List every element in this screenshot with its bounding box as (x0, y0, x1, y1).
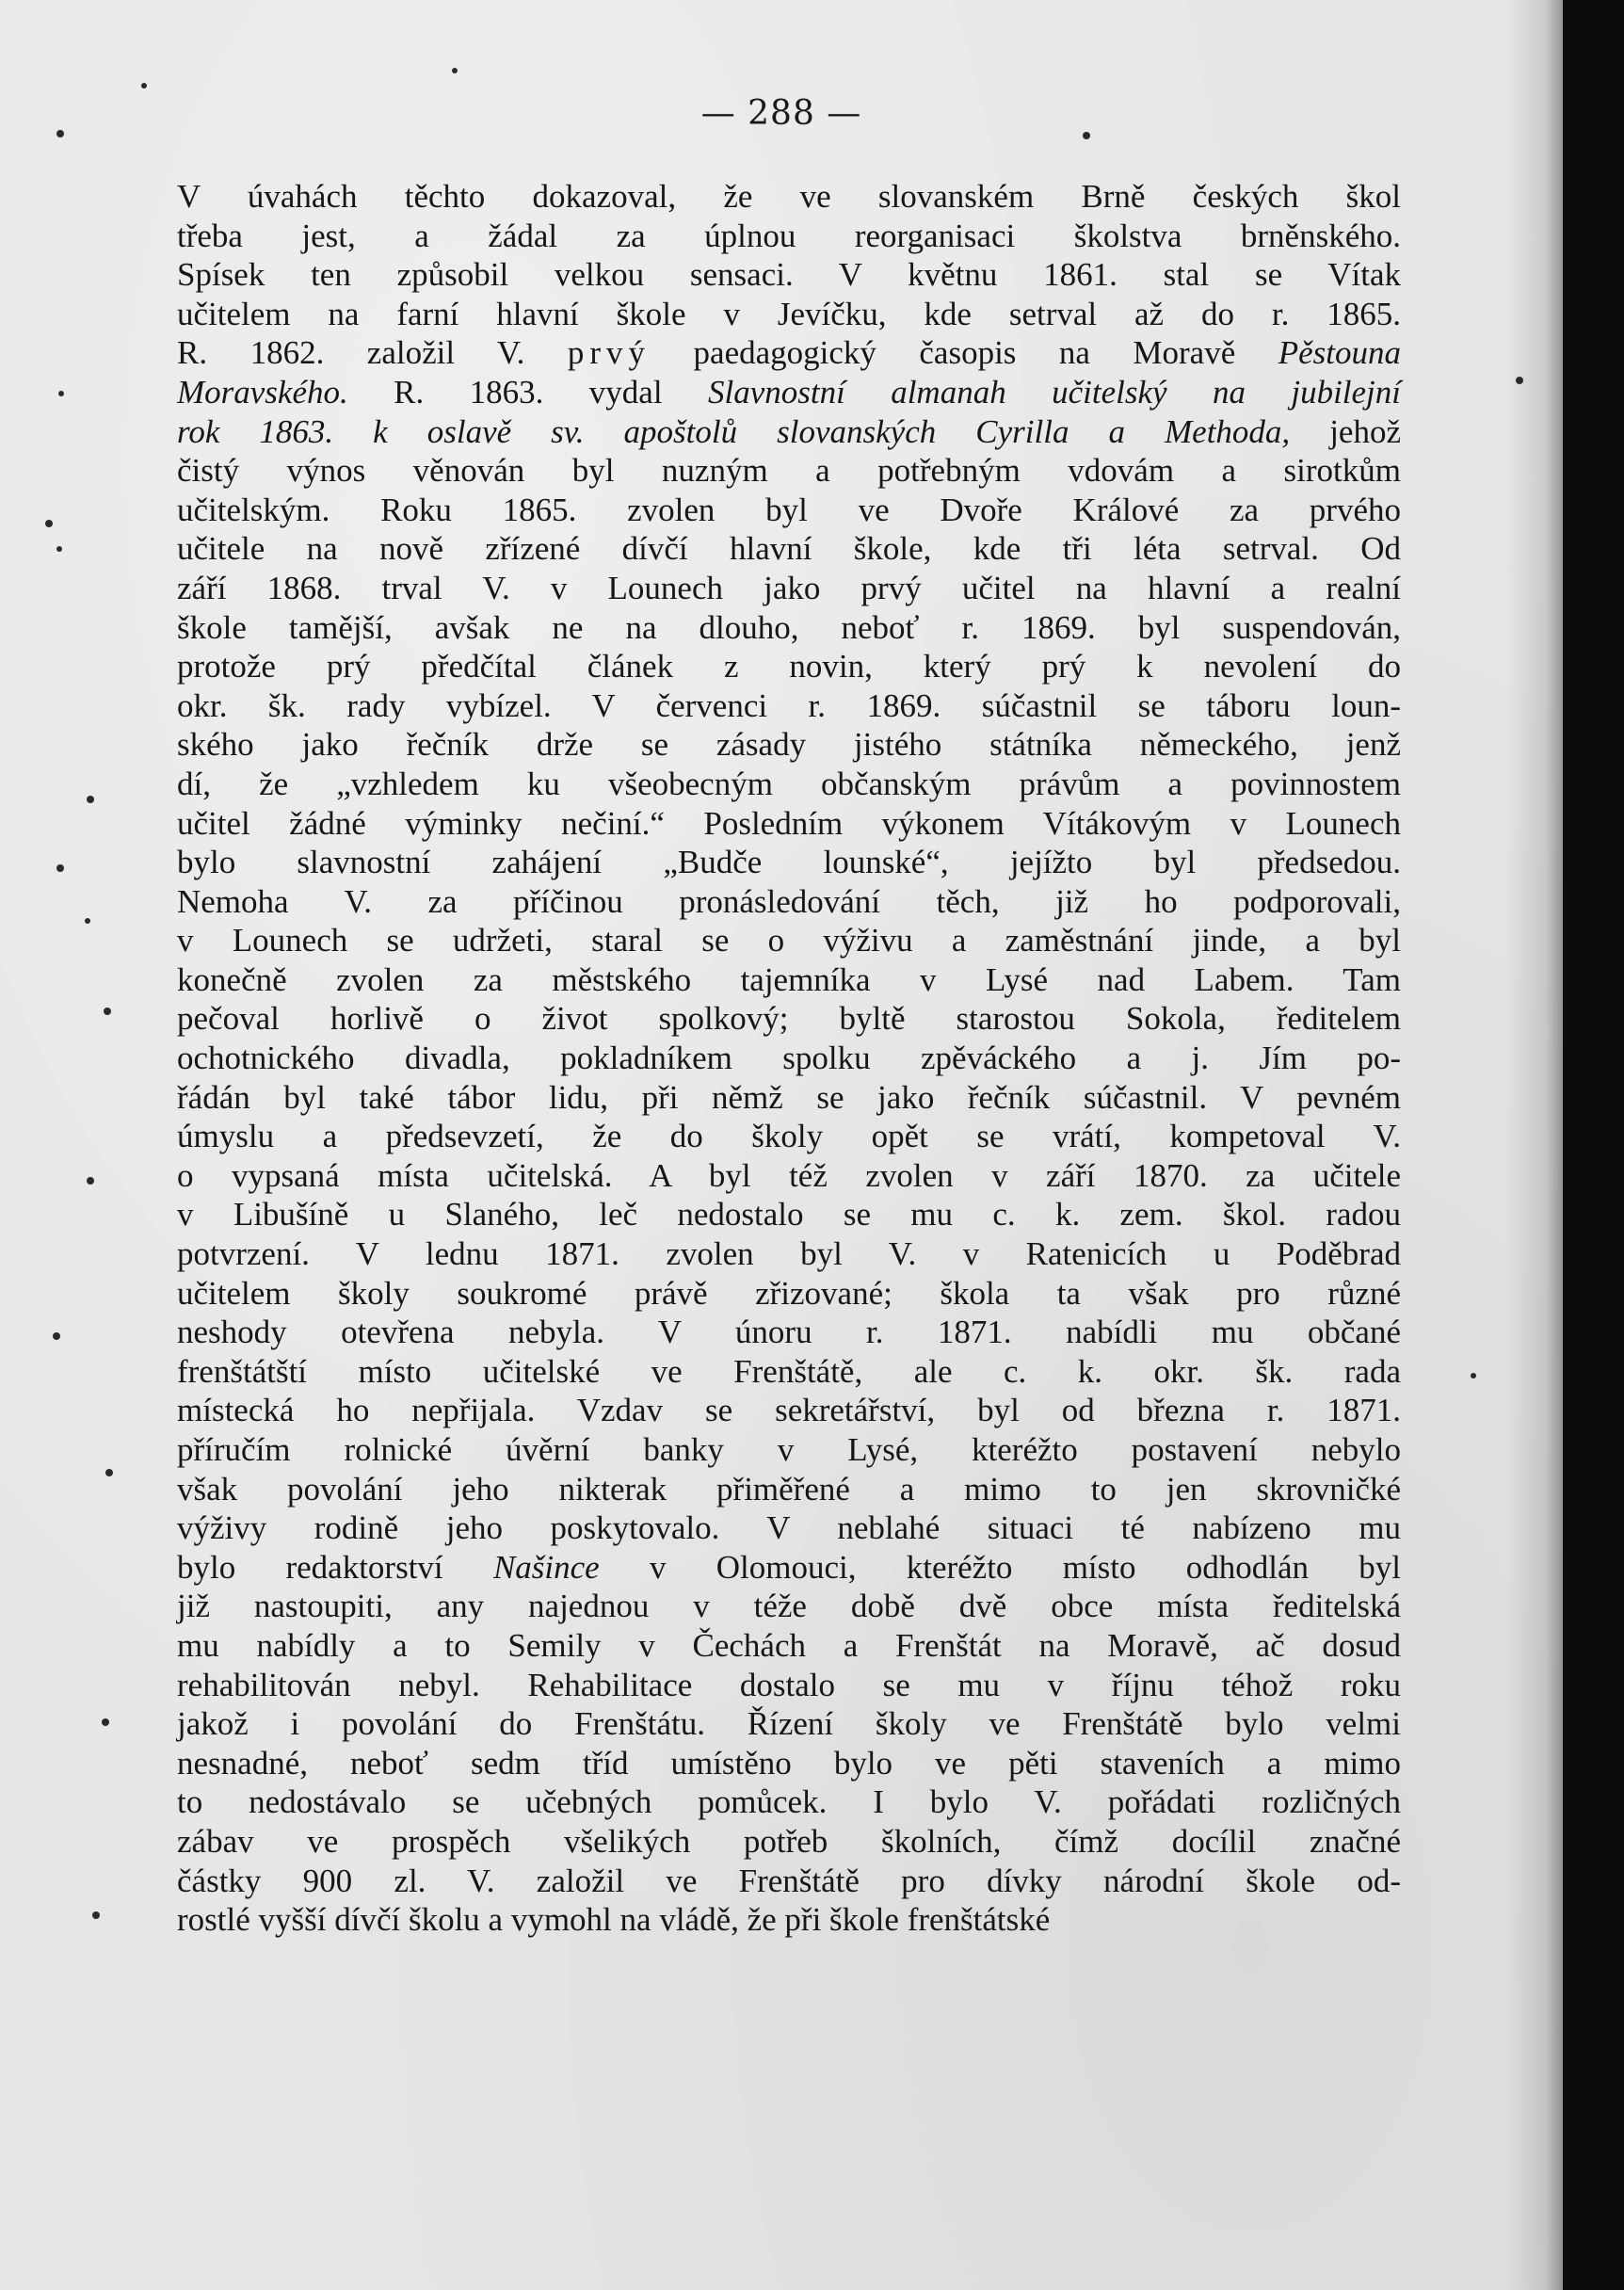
text-segment: v Libušíně u Slaného, leč nedostalo se mu c. k. zem. škol. radou (177, 1196, 1401, 1234)
italic-text: Pěstouna (1278, 334, 1401, 372)
text-line (177, 804, 1401, 844)
text-segment: učitel žádné výminky nečiní.“ Posledním výkonem Vítákovým v Lounech (177, 804, 1401, 842)
text-line (177, 1900, 1401, 1940)
spaced-text: prvý (567, 334, 651, 372)
page-number: — 288 — (700, 94, 862, 133)
text-segment: potvrzení. V lednu 1871. zvolen byl V. v Ratenicích u Poděbrad (177, 1235, 1401, 1273)
scan-speck (452, 68, 458, 73)
text-segment: konečně zvolen za městského tajemníka v Lysé nad Labem. Tam (177, 960, 1401, 998)
text-segment: rostlé vyšší dívčí školu a vymohl na vládě, že při škole frenštátské (177, 1901, 1051, 1939)
text-segment: učitelem školy soukromé právě zřizované; škola ta však pro různé (177, 1274, 1401, 1312)
text-segment: paedagogický časopis na Moravě (651, 334, 1278, 372)
text-segment: jehož (1290, 412, 1401, 450)
text-line (177, 1156, 1401, 1196)
text-segment: výživy rodině jeho poskytovalo. V neblahé situaci té nabízeno mu (177, 1509, 1401, 1547)
scan-speck (58, 391, 64, 396)
scan-speck (87, 796, 94, 803)
text-segment: zábav ve prospěch všelikých potřeb školních, čímž docílil značné (177, 1822, 1401, 1860)
text-segment: pečoval horlivě o život spolkový; byltě starostou Sokola, ředitelem (177, 1000, 1401, 1038)
text-line (177, 1195, 1401, 1234)
text-line (177, 725, 1401, 765)
scan-speck (85, 918, 90, 924)
text-segment: učitelským. Roku 1865. zvolen byl ve Dvoře Králové za prvého (177, 491, 1401, 528)
scan-speck (56, 864, 64, 872)
text-segment: v Olomouci, kteréžto místo odhodlán byl (599, 1548, 1402, 1586)
text-line (177, 1782, 1401, 1822)
text-segment: září 1868. trval V. v Lounech jako prvý učitel na hlavní a realní (177, 569, 1401, 606)
text-segment: bylo slavnostní zahájení „Budče lounské“, jejížto byl předsedou. (177, 844, 1401, 881)
text-segment: neshody otevřena nebyla. V únoru r. 1871. nabídli mu občané (177, 1314, 1401, 1351)
text-line (177, 1862, 1401, 1901)
italic-text: rok 1863. k oslavě sv. apoštolů slovanských Cyrilla a Methoda, (177, 412, 1291, 450)
text-segment: místecká ho nepřijala. Vzdav se sekretářství, byl od března r. 1871. (177, 1392, 1401, 1429)
text-line (177, 1470, 1401, 1509)
body-text (177, 177, 1401, 1940)
page-edge-shadow (1506, 0, 1563, 2290)
text-line (177, 569, 1401, 608)
scan-speck (92, 1911, 100, 1919)
text-line (177, 491, 1401, 530)
text-segment: učitele na nově zřízené dívčí hlavní škole, kde tři léta setrval. Od (177, 530, 1401, 568)
scan-speck (1471, 1373, 1476, 1379)
text-segment: bylo redaktorství (177, 1548, 493, 1586)
text-line (177, 1744, 1401, 1783)
text-segment: již nastoupiti, any najednou v téže době dvě obce místa ředitelská (177, 1588, 1401, 1625)
text-line (177, 1587, 1401, 1626)
text-line (177, 921, 1401, 960)
text-line (177, 217, 1401, 256)
scan-speck (56, 130, 64, 137)
text-line (177, 608, 1401, 648)
text-line (177, 1626, 1401, 1666)
text-line (177, 177, 1401, 217)
text-segment: o vypsaná místa učitelská. A byl též zvolen v září 1870. za učitele (177, 1156, 1401, 1194)
text-segment: ského jako řečník drže se zásady jistého státníka německého, jenž (177, 726, 1401, 764)
text-line (177, 999, 1401, 1039)
text-line (177, 1548, 1401, 1588)
text-segment: protože prý předčítal článek z novin, který prý k nevolení do (177, 648, 1401, 685)
text-segment: třeba jest, a žádal za úplnou reorganisaci školstva brněnského. (177, 217, 1401, 254)
text-segment: příručím rolnické úvěrní banky v Lysé, kteréžto postavení nebylo (177, 1431, 1401, 1468)
text-segment: R. 1862. založil V. (177, 334, 568, 372)
text-segment: v Lounech se udržeti, staral se o výživu a zaměstnání jinde, a byl (177, 922, 1401, 960)
text-line (177, 1234, 1401, 1274)
text-line (177, 882, 1401, 922)
text-segment: R. 1863. vydal (347, 373, 708, 411)
scan-speck (87, 1177, 94, 1185)
text-line (177, 686, 1401, 726)
text-segment: jakož i povolání do Frenštátu. Řízení školy ve Frenštátě bylo velmi (177, 1705, 1401, 1743)
text-segment: však povolání jeho nikterak přiměřené a mimo to jen skrovničké (177, 1470, 1401, 1508)
text-line (177, 373, 1401, 412)
text-segment: čistý výnos věnován byl nuzným a potřebným vdovám a sirotkům (177, 452, 1401, 490)
text-line (177, 647, 1401, 686)
text-line (177, 295, 1401, 334)
text-line (177, 1117, 1401, 1156)
text-line (177, 1039, 1401, 1078)
text-line (177, 843, 1401, 882)
text-line (177, 1704, 1401, 1744)
text-segment: škole tamější, avšak ne na dlouho, neboť r. 1869. byl suspendován, (177, 608, 1401, 646)
scan-speck (45, 520, 53, 527)
text-segment: V úvahách těchto dokazoval, že ve slovanském Brně českých škol (177, 178, 1401, 215)
text-line (177, 960, 1401, 1000)
text-segment: částky 900 zl. V. založil ve Frenštátě pro dívky národní škole od- (177, 1862, 1401, 1899)
italic-text: Moravského. (177, 373, 348, 411)
text-segment: rehabilitován nebyl. Rehabilitace dostalo se mu v říjnu téhož roku (177, 1666, 1401, 1703)
text-segment: ochotnického divadla, pokladníkem spolku zpěváckého a j. Jím po- (177, 1040, 1401, 1077)
text-segment: učitelem na farní hlavní škole v Jevíčku, kde setrval až do r. 1865. (177, 295, 1401, 332)
text-segment: Spísek ten způsobil velkou sensaci. V květnu 1861. stal se Vítak (177, 256, 1401, 294)
scan-speck (141, 83, 147, 89)
text-line (177, 529, 1401, 569)
text-line (177, 1274, 1401, 1314)
text-line (177, 1666, 1401, 1705)
text-line (177, 1313, 1401, 1352)
text-line (177, 451, 1401, 491)
text-line (177, 1391, 1401, 1430)
scan-speck (104, 1008, 111, 1015)
text-line (177, 1822, 1401, 1862)
text-line (177, 1352, 1401, 1392)
scan-speck (1516, 377, 1523, 384)
text-line (177, 1508, 1401, 1548)
text-line (177, 1430, 1401, 1470)
text-segment: úmyslu a předsevzetí, že do školy opět se vrátí, kompetoval V. (177, 1118, 1401, 1155)
text-segment: mu nabídly a to Semily v Čechách a Frenštát na Moravě, ač dosud (177, 1626, 1401, 1664)
text-line (177, 412, 1401, 452)
text-segment: nesnadné, neboť sedm tříd umístěno bylo ve pěti staveních a mimo (177, 1744, 1401, 1782)
scan-speck (105, 1469, 113, 1476)
text-line (177, 255, 1401, 295)
text-line (177, 333, 1401, 373)
scan-speck (1083, 132, 1090, 139)
italic-text: Slavnostní almanah učitelský na jubilejní (707, 373, 1402, 411)
scan-speck (56, 546, 62, 552)
text-segment: to nedostávalo se učebných pomůcek. I bylo V. pořádati rozličných (177, 1783, 1401, 1821)
text-segment: Nemoha V. za příčinou pronásledování těch, již ho podporovali, (177, 882, 1401, 920)
scan-speck (102, 1718, 109, 1726)
italic-text: Našince (492, 1548, 600, 1586)
text-segment: okr. šk. rady vybízel. V červenci r. 1869. súčastnil se táboru loun- (177, 686, 1401, 724)
text-segment: dí, že „vzhledem ku všeobecným občanským právům a povinnostem (177, 765, 1401, 802)
text-segment: frenštátští místo učitelské ve Frenštátě, ale c. k. okr. šk. rada (177, 1352, 1401, 1390)
text-line (177, 1078, 1401, 1118)
text-segment: řádán byl také tábor lidu, při němž se jako řečník súčastnil. V pevném (177, 1078, 1401, 1116)
scan-speck (53, 1332, 60, 1340)
text-line (177, 765, 1401, 804)
